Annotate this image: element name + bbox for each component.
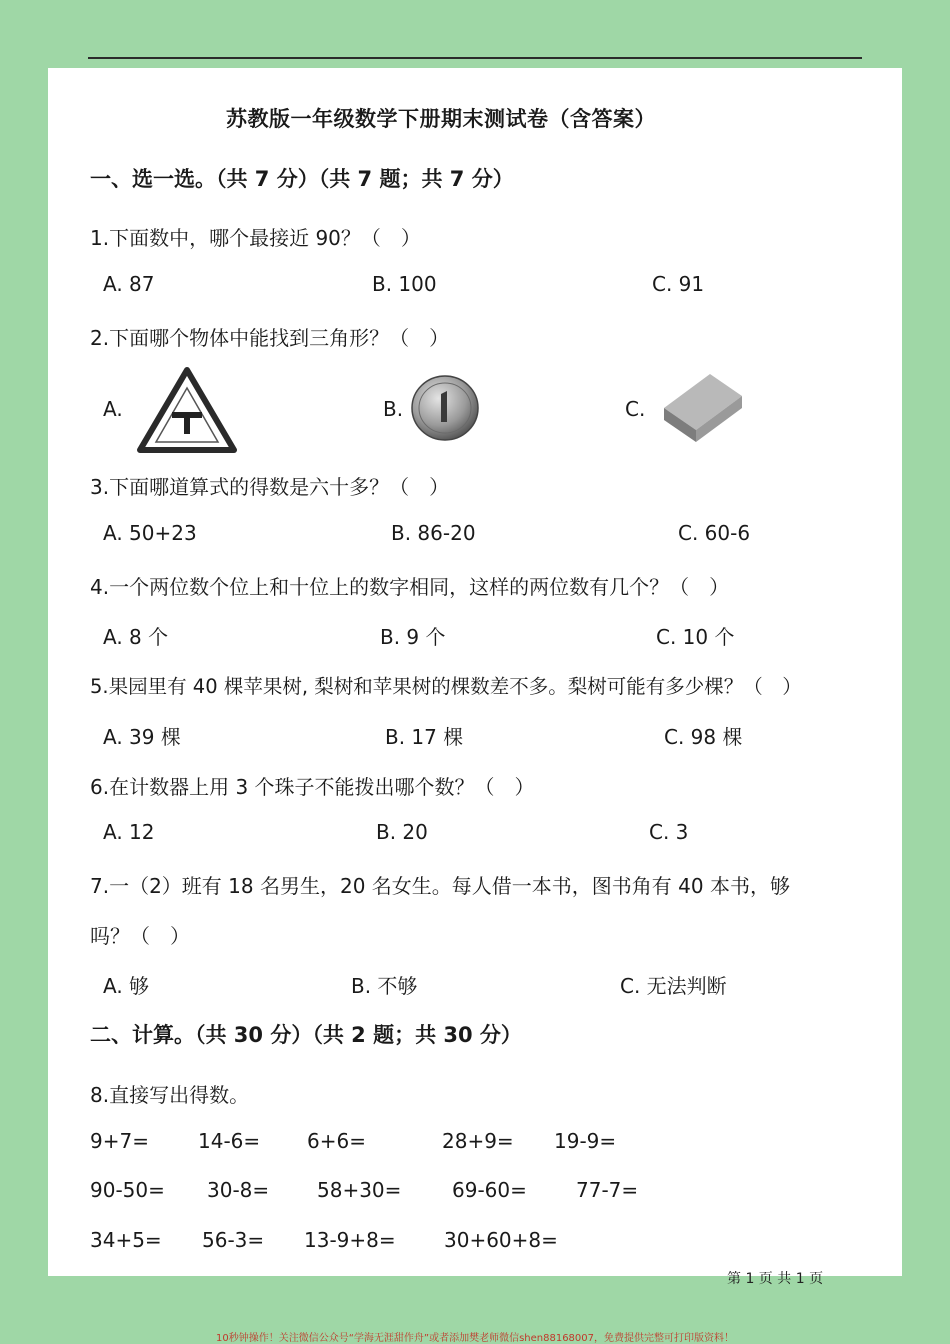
page-number: 第 1 页 共 1 页 [727, 1271, 824, 1287]
question-7-line-2: 吗？（ ） [90, 924, 190, 948]
q4-option-a: A. 8 个 [103, 625, 169, 649]
q7-option-c: C. 无法判断 [620, 974, 727, 998]
calc-item: 13-9+8= [304, 1228, 396, 1252]
calc-item: 90-50= [90, 1178, 165, 1202]
q3-option-b: B. 86-20 [391, 521, 476, 545]
calc-item: 77-7= [576, 1178, 639, 1202]
promo-footer-note: 10秒钟操作！关注微信公众号“学海无涯甜作舟”或者添加樊老师微信shen88168007，免费提供完整可打印版资料！ [215, 1333, 735, 1344]
calc-item: 56-3= [202, 1228, 265, 1252]
calc-item: 30-8= [207, 1178, 270, 1202]
q3-option-c: C. 60-6 [678, 521, 751, 545]
triangle-sign-icon [136, 366, 238, 454]
q2-option-a: A. [103, 397, 123, 421]
question-6: 6.在计数器上用 3 个珠子不能拨出哪个数？（ ） [90, 775, 535, 799]
q6-option-c: C. 3 [649, 820, 689, 844]
page-title: 苏教版一年级数学下册期末测试卷（含答案） [226, 107, 656, 131]
q2-option-c: C. [625, 397, 646, 421]
calc-item: 19-9= [554, 1129, 617, 1153]
q7-option-a: A. 够 [103, 974, 150, 998]
q6-option-a: A. 12 [103, 820, 155, 844]
q6-option-b: B. 20 [376, 820, 428, 844]
calc-item: 34+5= [90, 1228, 162, 1252]
calc-item: 28+9= [442, 1129, 514, 1153]
question-8: 8.直接写出得数。 [90, 1083, 250, 1107]
question-4: 4.一个两位数个位上和十位上的数字相同，这样的两位数有几个？（ ） [90, 575, 730, 599]
calc-item: 6+6= [307, 1129, 366, 1153]
q2-option-b: B. [383, 397, 404, 421]
question-3: 3.下面哪道算式的得数是六十多？（ ） [90, 475, 450, 499]
section-1-heading: 一、选一选。（共 7 分）（共 7 题；共 7 分） [90, 167, 514, 191]
calc-item: 58+30= [317, 1178, 402, 1202]
question-1: 1.下面数中，哪个最接近 90？（ ） [90, 226, 421, 250]
top-rule [88, 57, 862, 59]
q4-option-b: B. 9 个 [380, 625, 446, 649]
question-5: 5.果园里有 40 棵苹果树, 梨树和苹果树的棵数差不多。梨树可能有多少棵？（ ） [90, 675, 802, 698]
q4-option-c: C. 10 个 [656, 625, 735, 649]
q5-option-b: B. 17 棵 [385, 725, 464, 749]
question-7-line-1: 7.一（2）班有 18 名男生，20 名女生。每人借一本书，图书角有 40 本书，够 [90, 874, 790, 898]
q1-option-c: C. 91 [652, 272, 705, 296]
question-2: 2.下面哪个物体中能找到三角形？（ ） [90, 326, 450, 350]
q5-option-c: C. 98 棵 [664, 725, 743, 749]
calc-item: 69-60= [452, 1178, 527, 1202]
q1-option-b: B. 100 [372, 272, 437, 296]
q5-option-a: A. 39 棵 [103, 725, 181, 749]
cuboid-block-icon [660, 370, 746, 446]
calc-item: 30+60+8= [444, 1228, 558, 1252]
section-2-heading: 二、计算。（共 30 分）（共 2 题；共 30 分） [90, 1023, 522, 1047]
q1-option-a: A. 87 [103, 272, 155, 296]
calc-item: 9+7= [90, 1129, 149, 1153]
coin-icon [410, 374, 480, 442]
q3-option-a: A. 50+23 [103, 521, 197, 545]
calc-item: 14-6= [198, 1129, 261, 1153]
q7-option-b: B. 不够 [351, 974, 418, 998]
